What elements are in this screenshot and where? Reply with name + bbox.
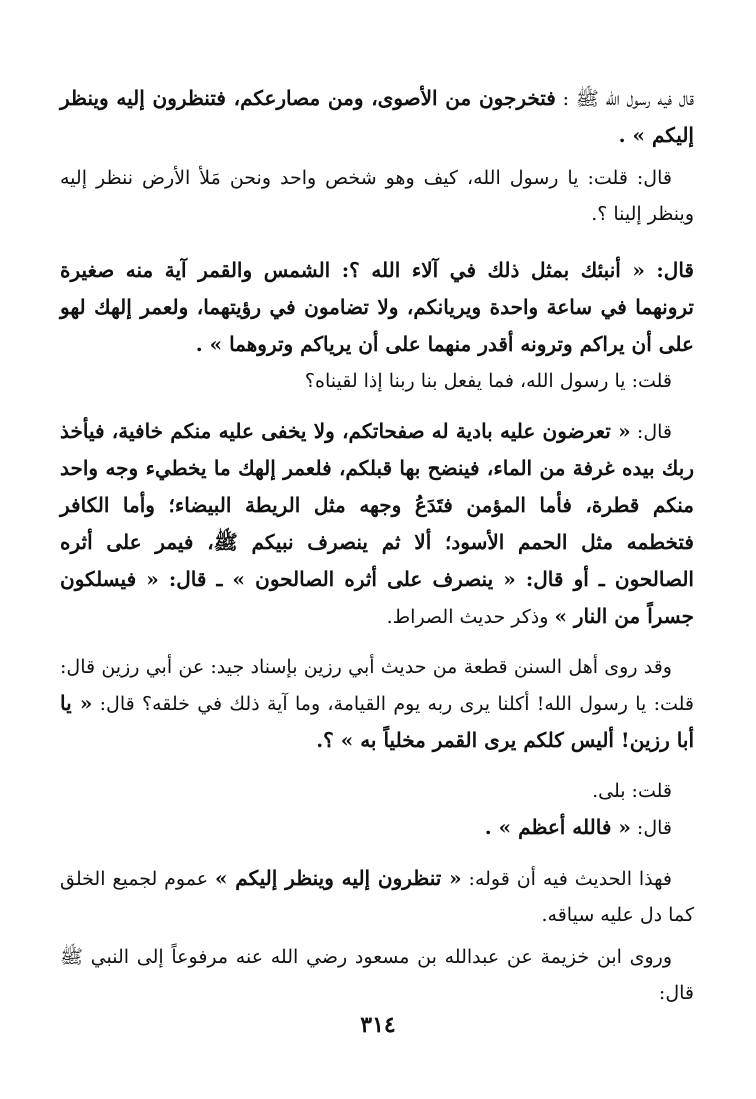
- paragraph-6-text-a: وقد روى أهل السنن قطعة من حديث أبي رزين بإسناد جيد: عن أبي رزين قال: قلت: يا رسول الله! أكلنا يرى ربه يوم القيامة، وما آية ذلك في خلقه؟ قال:: [60, 656, 695, 715]
- page-number: ٣١٤: [360, 1012, 396, 1038]
- paragraph-6: [60, 649, 694, 759]
- paragraph-4: [60, 363, 694, 399]
- paragraph-5-text-c: وذكر حديث الصراط.: [386, 606, 549, 628]
- paragraph-10: [60, 939, 694, 1011]
- paragraph-1-text-a: قال فيه رسول الله ﷺ :: [555, 88, 694, 110]
- paragraph-7: [60, 773, 694, 809]
- paragraph-5: [60, 413, 694, 635]
- paragraph-9-text-c: عموم لجميع الخلق كما دل عليه سياقه.: [60, 868, 694, 926]
- paragraph-1: [60, 80, 694, 154]
- paragraph-6-text-b: « يا أبا رزين! أليس كلكم يرى القمر مخلياً به » ؟.: [60, 691, 694, 752]
- paragraph-9: [60, 860, 694, 933]
- paragraph-8-text-b: « فالله أعظم » .: [484, 815, 631, 839]
- page-body: [60, 80, 694, 1011]
- paragraph-9-text-a: فهذا الحديث فيه أن قوله:: [461, 868, 672, 890]
- paragraph-3-text: قال: « أنبئك بمثل ذلك في آلاء الله ؟: الشمس والقمر آية منه صغيرة ترونهما في ساعة واحدة ويريانكم، ولا تضامون في رؤيتهما، ولعمر إلهك لهو على أن يراكم وترونه أقدر منهما على أن يرياكم وتروهما » .: [60, 258, 694, 356]
- paragraph-2: [60, 160, 694, 232]
- paragraph-9-text-b: « تنظرون إليه وينظر إليكم »: [214, 866, 462, 890]
- paragraph-8-text-a: قال:: [630, 817, 672, 839]
- paragraph-8: [60, 809, 694, 846]
- paragraph-1-text-b: فتخرجون من الأصوى، ومن مصارعكم، فتنظرون إليه وينظر إليكم » .: [60, 86, 694, 147]
- paragraph-5-text-a: قال:: [630, 421, 672, 443]
- paragraph-5-text-b: « تعرضون عليه بادية له صفحاتكم، ولا يخفى عليه منكم خافية، فيأخذ ربك بيده غرفة من الماء، فينضح بها قبلكم، فلعمر إلهك ما يخطيء وجه واحد منكم قطرة، فأما المؤمن فتَدَعُ وجهه مثل الريطة البيضاء؛ وأما الكافر فتخطمه مثل الحمم الأسود؛ ألا ثم ينصرف نبيكم ﷺ، فيمر على أثره الصالحون ـ أو قال: « ينصرف على أثره الصالحون » ـ قال: « فيسلكون جسراً من النار »: [60, 419, 694, 628]
- paragraph-2-text: قال: قلت: يا رسول الله، كيف وهو شخص واحد ونحن مَلأ الأرض ننظر إليه وينظر إلينا ؟.: [60, 167, 694, 225]
- paragraph-10-text: وروى ابن خزيمة عن عبدالله بن مسعود رضي الله عنه مرفوعاً إلى النبي ﷺ قال:: [60, 946, 694, 1004]
- paragraph-3: [60, 252, 694, 363]
- paragraph-4-text: قلت: يا رسول الله، فما يفعل بنا ربنا إذا لقيناه؟: [304, 370, 672, 392]
- paragraph-7-text: قلت: بلى.: [592, 780, 672, 802]
